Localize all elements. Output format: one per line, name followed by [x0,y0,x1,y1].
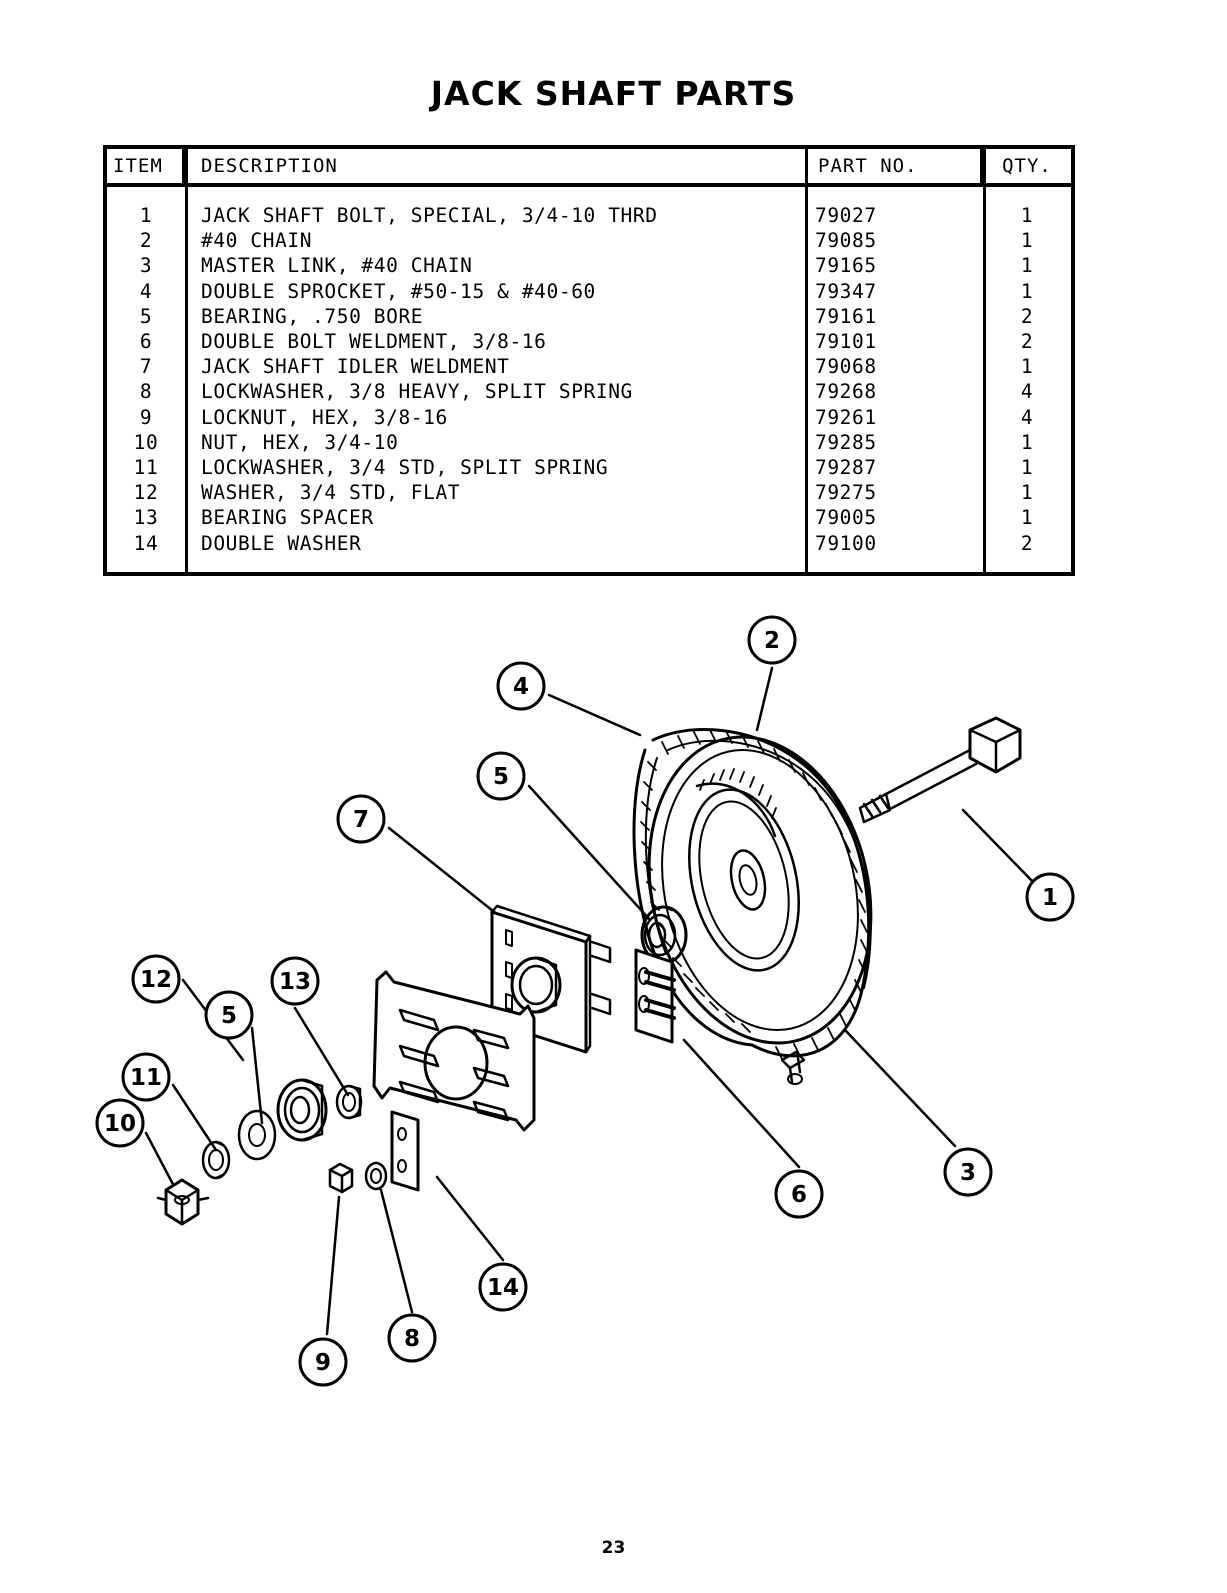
cell-item: 8 [139,380,153,404]
column-header-qty: QTY. [1002,155,1052,177]
cell-description: LOCKWASHER, 3/8 HEAVY, SPLIT SPRING [201,380,633,404]
svg-text:12: 12 [139,967,173,993]
cell-description: MASTER LINK, #40 CHAIN [201,254,473,278]
cell-part-no: 79085 [815,229,877,253]
callout-6 [776,1171,822,1217]
callout-14 [480,1264,526,1310]
cell-item: 4 [139,279,153,303]
cell-description: JACK SHAFT BOLT, SPECIAL, 3/4-10 THRD [201,204,658,228]
cell-part-no: 79268 [815,380,877,404]
callout-12 [133,956,179,1002]
cell-qty: 1 [1020,355,1034,379]
callout-5-lower [206,992,252,1038]
svg-text:11: 11 [129,1065,163,1091]
cell-part-no: 79161 [815,304,877,328]
table-row [107,505,1071,530]
table-row [107,430,1071,455]
cell-qty: 1 [1020,481,1034,505]
cell-description: #40 CHAIN [201,229,313,253]
cell-qty: 4 [1020,380,1034,404]
cell-part-no: 79027 [815,204,877,228]
cell-qty: 1 [1020,204,1034,228]
cell-item: 7 [139,355,153,379]
table-row [107,304,1071,329]
callout-11 [123,1054,169,1100]
part-double-bolt-weldment-right [636,950,674,1042]
cell-qty: 1 [1020,506,1034,530]
cell-description: WASHER, 3/4 STD, FLAT [201,481,461,505]
part-nut-hex [158,1180,208,1224]
table-divider-part [805,149,808,572]
callout-4 [498,663,544,709]
cell-item: 14 [133,531,159,555]
column-header-item: ITEM [107,149,185,183]
cell-part-no: 79165 [815,254,877,278]
column-header-part-no: PART NO. [805,149,983,183]
callout-5-upper [478,753,524,799]
part-bearing-left [278,1080,326,1140]
table-row [107,379,1071,404]
callout-10 [97,1100,143,1146]
svg-text:8: 8 [403,1326,421,1352]
page-number: 23 [601,1538,626,1558]
exploded-assembly-diagram [0,590,1227,1470]
cell-item: 13 [133,506,159,530]
cell-item: 1 [139,204,153,228]
cell-description: NUT, HEX, 3/4-10 [201,430,399,454]
table-row [107,455,1071,480]
cell-part-no: 79347 [815,279,877,303]
svg-text:3: 3 [959,1160,977,1186]
cell-item: 10 [133,430,159,454]
parts-table [103,145,1075,576]
cell-item: 9 [139,405,153,429]
cell-item: 11 [133,455,159,479]
cell-part-no: 79285 [815,430,877,454]
table-row [107,354,1071,379]
svg-text:4: 4 [512,674,530,700]
svg-text:9: 9 [314,1350,332,1376]
cell-qty: 4 [1020,405,1034,429]
table-row [107,228,1071,253]
cell-part-no: 79101 [815,330,877,354]
cell-qty: 2 [1020,531,1034,555]
cell-part-no: 79261 [815,405,877,429]
table-row [107,405,1071,430]
svg-text:5: 5 [220,1003,238,1029]
cell-qty: 1 [1020,254,1034,278]
table-row [107,203,1071,228]
table-row [107,279,1071,304]
cell-part-no: 79287 [815,455,877,479]
cell-qty: 1 [1020,279,1034,303]
cell-description: DOUBLE BOLT WELDMENT, 3/8-16 [201,330,547,354]
callout-8 [389,1315,435,1361]
svg-text:5: 5 [492,764,510,790]
callout-9 [300,1339,346,1385]
part-washer-flat [239,1111,275,1159]
table-row [107,329,1071,354]
cell-item: 5 [139,304,153,328]
column-header-description: DESCRIPTION [201,155,338,177]
table-header-row [107,149,1071,187]
cell-part-no: 79068 [815,355,877,379]
cell-qty: 1 [1020,430,1034,454]
svg-text:1: 1 [1041,885,1059,911]
part-bearing-spacer [337,1086,361,1118]
svg-text:13: 13 [278,969,312,995]
cell-description: BEARING, .750 BORE [201,304,424,328]
page-title: JACK SHAFT PARTS [430,74,797,113]
cell-description: DOUBLE WASHER [201,531,362,555]
callout-2 [749,617,795,663]
callout-3 [945,1149,991,1195]
cell-qty: 2 [1020,330,1034,354]
part-jack-shaft-bolt [860,718,1020,822]
cell-qty: 2 [1020,304,1034,328]
cell-description: JACK SHAFT IDLER WELDMENT [201,355,510,379]
cell-description: LOCKWASHER, 3/4 STD, SPLIT SPRING [201,455,609,479]
part-double-washer [392,1112,418,1190]
table-row [107,253,1071,278]
table-row [107,480,1071,505]
cell-part-no: 79275 [815,481,877,505]
cell-item: 3 [139,254,153,278]
cell-item: 2 [139,229,153,253]
part-lockwasher-three-quarter [203,1142,229,1178]
cell-qty: 1 [1020,455,1034,479]
cell-part-no: 79005 [815,506,877,530]
cell-description: DOUBLE SPROCKET, #50-15 & #40-60 [201,279,596,303]
cell-description: BEARING SPACER [201,506,374,530]
table-divider-item [185,149,188,572]
cell-item: 6 [139,330,153,354]
table-body [107,187,1071,572]
svg-text:2: 2 [763,628,781,654]
callout-1 [1027,874,1073,920]
part-locknut-hex [330,1164,352,1192]
svg-text:10: 10 [103,1111,137,1137]
svg-text:14: 14 [486,1275,520,1301]
cell-description: LOCKNUT, HEX, 3/8-16 [201,405,448,429]
cell-part-no: 79100 [815,531,877,555]
cell-item: 12 [133,481,159,505]
callout-13 [272,958,318,1004]
svg-text:7: 7 [352,807,370,833]
table-divider-qty [983,149,986,572]
cell-qty: 1 [1020,229,1034,253]
callout-7 [338,796,384,842]
table-row [107,530,1071,555]
part-lockwasher-three-eighths [366,1163,386,1189]
svg-text:6: 6 [790,1182,808,1208]
